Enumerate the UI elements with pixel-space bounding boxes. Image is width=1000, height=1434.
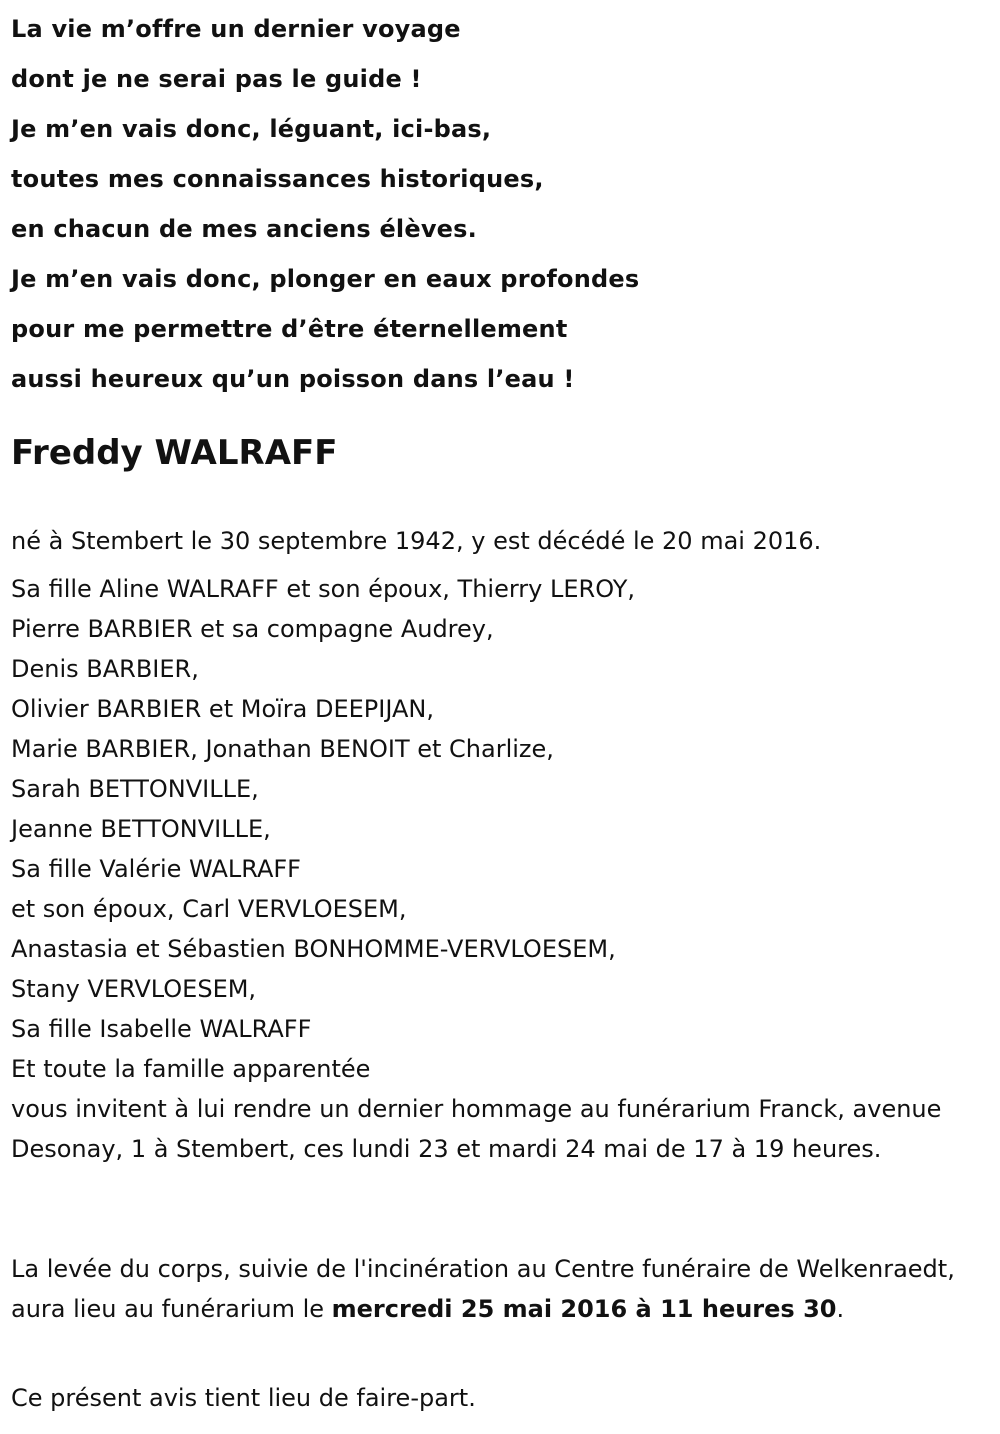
family-member-line: Denis BARBIER, — [11, 655, 199, 683]
ceremony-paragraph — [11, 1249, 971, 1329]
poem-line: dont je ne serai pas le guide ! — [11, 65, 422, 93]
poem-line: La vie m’offre un dernier voyage — [11, 15, 461, 43]
family-member-line: Sa fille Aline WALRAFF et son époux, Thierry LEROY, — [11, 575, 636, 603]
invitation-paragraph: vous invitent à lui rendre un dernier hommage au funérarium Franck, avenue Desonay, 1 à Stembert, ces lundi 23 et mardi 24 mai de 17 à 19 heures. — [11, 1095, 942, 1163]
family-member-line: Sa fille Valérie WALRAFF — [11, 855, 301, 883]
poem — [11, 4, 639, 404]
family-member-line: Pierre BARBIER et sa compagne Audrey, — [11, 615, 494, 643]
poem-line: en chacun de mes anciens élèves. — [11, 215, 477, 243]
family-member-line: Jeanne BETTONVILLE, — [11, 815, 271, 843]
family-member-line: Stany VERVLOESEM, — [11, 975, 257, 1003]
poem-line: Je m’en vais donc, léguant, ici-bas, — [11, 115, 492, 143]
family-member-line: Sa fille Isabelle WALRAFF — [11, 1015, 312, 1043]
poem-line: Je m’en vais donc, plonger en eaux profondes — [11, 265, 640, 293]
family-member-line: Anastasia et Sébastien BONHOMME-VERVLOESEM, — [11, 935, 616, 963]
deceased-name: Freddy WALRAFF — [11, 433, 338, 473]
family-member-line: Olivier BARBIER et Moïra DEEPIJAN, — [11, 695, 435, 723]
ceremony-text-end: . — [836, 1295, 845, 1323]
birth-death-line: né à Stembert le 30 septembre 1942, y est décédé le 20 mai 2016. — [11, 527, 822, 555]
ceremony-date-time: mercredi 25 mai 2016 à 11 heures 30 — [331, 1295, 837, 1323]
family-member-line: et son époux, Carl VERVLOESEM, — [11, 895, 407, 923]
family-member-line: Sarah BETTONVILLE, — [11, 775, 259, 803]
family-list — [11, 569, 635, 1089]
ceremony-text: La levée du corps, suivie de l'incinération au Centre funéraire de Welkenraedt, aura lieu au funérarium le — [11, 1255, 955, 1323]
closing-note: Ce présent avis tient lieu de faire-part. — [11, 1384, 476, 1412]
family-member-line: Marie BARBIER, Jonathan BENOIT et Charlize, — [11, 735, 554, 763]
poem-line: toutes mes connaissances historiques, — [11, 165, 544, 193]
family-member-line: Et toute la famille apparentée — [11, 1055, 371, 1083]
poem-line: aussi heureux qu’un poisson dans l’eau ! — [11, 365, 575, 393]
poem-line: pour me permettre d’être éternellement — [11, 315, 568, 343]
